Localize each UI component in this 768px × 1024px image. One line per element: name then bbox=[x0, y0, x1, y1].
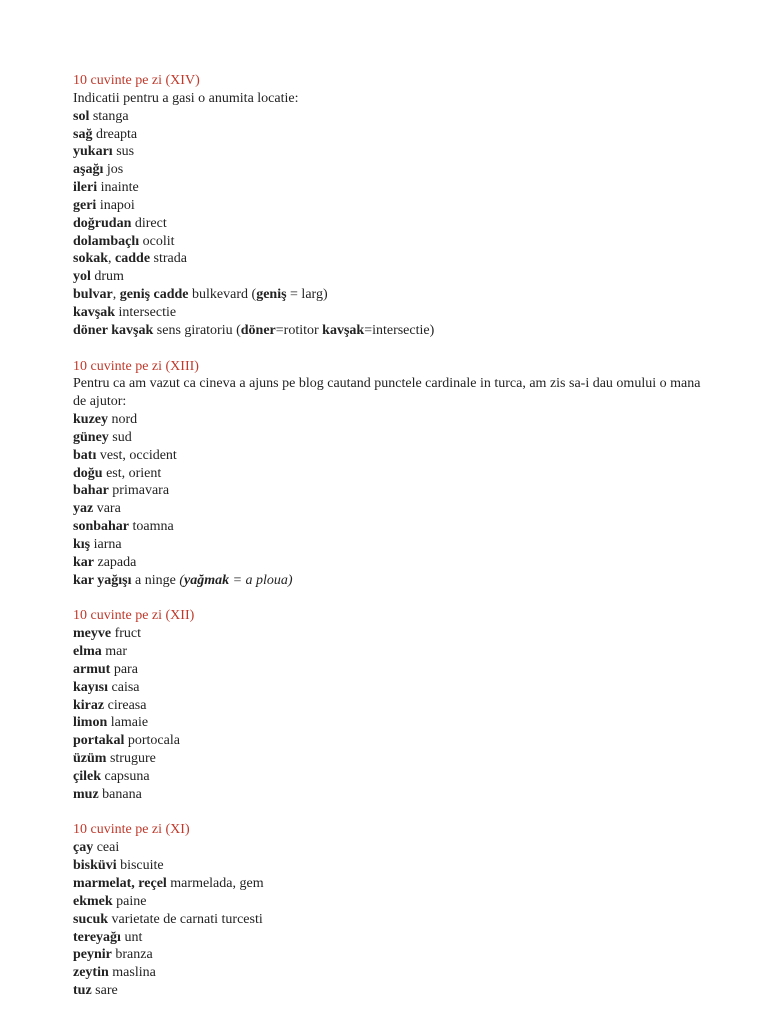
turkish-term: kayısı bbox=[73, 679, 109, 695]
section-heading: 10 cuvinte pe zi (XI) bbox=[73, 822, 190, 838]
romanian-meaning: sud bbox=[112, 429, 132, 445]
romanian-meaning: strada bbox=[153, 251, 187, 267]
turkish-term: kavşak bbox=[73, 304, 116, 320]
section-xii bbox=[73, 607, 713, 803]
vocab-entry bbox=[73, 554, 713, 572]
romanian-meaning: capsuna bbox=[104, 768, 150, 784]
turkish-term: kış bbox=[73, 536, 91, 552]
romanian-meaning: varietate de carnati turcesti bbox=[111, 911, 263, 927]
turkish-term: elma bbox=[73, 644, 102, 659]
romanian-meaning: marmelada, gem bbox=[170, 875, 264, 891]
turkish-term: doğrudan bbox=[73, 215, 132, 231]
romanian-meaning: =intersectie) bbox=[364, 322, 435, 338]
vocab-entry bbox=[73, 714, 713, 732]
vocab-entry bbox=[73, 143, 713, 161]
turkish-term: kuzey bbox=[73, 412, 108, 428]
romanian-meaning: =rotitor bbox=[275, 322, 323, 338]
romanian-meaning: paine bbox=[116, 893, 147, 909]
turkish-term: sağ bbox=[73, 126, 93, 142]
section-intro: Pentru ca am vazut ca cineva a ajuns pe blog cautand punctele cardinale in turca, am zis sa-i dau omului o mana de ajutor: bbox=[73, 376, 701, 410]
turkish-term: yağmak bbox=[183, 572, 230, 588]
turkish-term: kar bbox=[73, 554, 94, 570]
vocab-entry bbox=[73, 946, 713, 964]
turkish-term: döner kavşak bbox=[73, 322, 154, 338]
turkish-term: bulvar bbox=[73, 287, 113, 303]
romanian-meaning: ocolit bbox=[142, 233, 175, 249]
vocab-entry bbox=[73, 429, 713, 447]
section-heading: 10 cuvinte pe zi (XIV) bbox=[73, 73, 200, 88]
turkish-term: portakal bbox=[73, 733, 125, 749]
vocab-entry bbox=[73, 982, 713, 1000]
vocab-entry bbox=[73, 750, 713, 768]
turkish-term: armut bbox=[73, 661, 111, 677]
vocab-entry bbox=[73, 126, 713, 144]
turkish-term: doğu bbox=[73, 465, 103, 481]
turkish-term: üzüm bbox=[73, 751, 107, 767]
romanian-meaning: ceai bbox=[96, 840, 120, 856]
romanian-meaning: intersectie bbox=[118, 304, 177, 320]
romanian-meaning: toamna bbox=[132, 519, 174, 535]
turkish-term: dolambaçlı bbox=[73, 233, 140, 249]
romanian-meaning: banana bbox=[102, 786, 142, 802]
vocab-entry bbox=[73, 625, 713, 643]
turkish-term: geri bbox=[73, 197, 97, 213]
vocab-entry bbox=[73, 857, 713, 875]
vocab-entry bbox=[73, 465, 713, 483]
romanian-meaning: vara bbox=[96, 501, 121, 517]
turkish-term: kiraz bbox=[73, 697, 105, 713]
vocab-entry bbox=[73, 929, 713, 947]
vocab-entry bbox=[73, 697, 713, 715]
vocab-entry bbox=[73, 839, 713, 857]
romanian-meaning: bulkevard ( bbox=[192, 287, 257, 303]
romanian-meaning: drum bbox=[94, 269, 124, 285]
romanian-meaning: cireasa bbox=[107, 697, 147, 713]
turkish-term: bahar bbox=[73, 483, 109, 499]
romanian-meaning: a ninge bbox=[134, 572, 180, 588]
vocab-entry bbox=[73, 179, 713, 197]
vocab-entry bbox=[73, 108, 713, 126]
romanian-meaning: sare bbox=[95, 983, 118, 999]
turkish-term: yol bbox=[73, 269, 91, 285]
romanian-meaning: biscuite bbox=[120, 858, 164, 874]
vocab-entry bbox=[73, 215, 713, 233]
romanian-meaning: lamaie bbox=[110, 715, 149, 731]
romanian-meaning: jos bbox=[106, 162, 124, 178]
vocab-entry bbox=[73, 679, 713, 697]
romanian-meaning: stanga bbox=[92, 108, 129, 124]
turkish-term: cadde bbox=[115, 251, 151, 267]
vocab-entry bbox=[73, 875, 713, 893]
vocab-entry bbox=[73, 482, 713, 500]
turkish-term: çay bbox=[73, 840, 94, 856]
italic-note bbox=[179, 573, 292, 588]
turkish-term: ekmek bbox=[73, 893, 113, 909]
romanian-meaning: dreapta bbox=[95, 126, 138, 142]
vocab-entry bbox=[73, 500, 713, 518]
vocab-entry bbox=[73, 768, 713, 786]
vocab-entry bbox=[73, 197, 713, 215]
vocab-entry bbox=[73, 411, 713, 429]
vocab-entry bbox=[73, 786, 713, 804]
vocab-entry bbox=[73, 572, 713, 590]
romanian-meaning: direct bbox=[134, 215, 167, 231]
romanian-meaning: = larg) bbox=[286, 287, 328, 303]
romanian-meaning: inainte bbox=[100, 180, 139, 196]
vocab-entry bbox=[73, 447, 713, 465]
vocab-entry bbox=[73, 964, 713, 982]
vocab-entry bbox=[73, 661, 713, 679]
vocab-entry bbox=[73, 250, 713, 268]
section-xiii bbox=[73, 358, 713, 590]
turkish-term: batı bbox=[73, 447, 97, 463]
romanian-meaning: = a ploua) bbox=[229, 572, 293, 588]
romanian-meaning: fruct bbox=[114, 626, 142, 642]
turkish-term: muz bbox=[73, 786, 99, 802]
turkish-term: sonbahar bbox=[73, 519, 130, 535]
turkish-term: sol bbox=[73, 108, 90, 124]
section-xi bbox=[73, 821, 713, 999]
vocab-entry bbox=[73, 643, 713, 661]
romanian-meaning: branza bbox=[115, 947, 153, 963]
romanian-meaning: est, orient bbox=[106, 465, 162, 481]
document-body bbox=[73, 72, 713, 1018]
romanian-meaning: strugure bbox=[109, 751, 156, 767]
vocab-entry bbox=[73, 911, 713, 929]
romanian-meaning: zapada bbox=[97, 554, 137, 570]
vocab-entry bbox=[73, 161, 713, 179]
romanian-meaning: para bbox=[113, 661, 138, 677]
vocab-entry bbox=[73, 732, 713, 750]
turkish-term: meyve bbox=[73, 626, 112, 642]
romanian-meaning: mar bbox=[105, 644, 128, 659]
section-heading: 10 cuvinte pe zi (XII) bbox=[73, 608, 195, 624]
separator: , bbox=[112, 287, 120, 303]
romanian-meaning: portocala bbox=[127, 733, 180, 749]
romanian-meaning: sus bbox=[116, 144, 135, 160]
section-xiv bbox=[73, 72, 713, 340]
turkish-term: kar yağışı bbox=[73, 572, 132, 588]
turkish-term: yukarı bbox=[73, 144, 113, 160]
turkish-term: geniş cadde bbox=[119, 287, 189, 303]
vocab-entry bbox=[73, 322, 713, 340]
romanian-meaning: unt bbox=[124, 929, 143, 945]
turkish-term: kavşak bbox=[322, 322, 365, 338]
romanian-meaning: caisa bbox=[111, 679, 140, 695]
romanian-meaning: inapoi bbox=[99, 197, 135, 213]
separator: , bbox=[108, 251, 116, 267]
turkish-term: bisküvi bbox=[73, 858, 117, 874]
turkish-term: peynir bbox=[73, 947, 112, 963]
turkish-term: aşağı bbox=[73, 162, 104, 178]
section-intro: Indicatii pentru a gasi o anumita locatie: bbox=[73, 90, 299, 106]
paren: ( bbox=[179, 572, 184, 588]
turkish-term: sucuk bbox=[73, 911, 109, 927]
romanian-meaning: sens giratoriu ( bbox=[156, 322, 241, 338]
turkish-term: yaz bbox=[73, 501, 94, 517]
turkish-term: sokak bbox=[73, 251, 109, 267]
turkish-term: tereyağı bbox=[73, 929, 121, 945]
vocab-entry bbox=[73, 536, 713, 554]
section-heading: 10 cuvinte pe zi (XIII) bbox=[73, 358, 199, 374]
romanian-meaning: vest, occident bbox=[99, 447, 177, 463]
turkish-term: çilek bbox=[73, 768, 101, 784]
vocab-entry bbox=[73, 518, 713, 536]
turkish-term: güney bbox=[73, 429, 109, 445]
romanian-meaning: nord bbox=[111, 412, 138, 428]
vocab-entry bbox=[73, 893, 713, 911]
turkish-term: geniş bbox=[256, 287, 287, 303]
turkish-term: döner bbox=[240, 322, 276, 338]
vocab-entry bbox=[73, 304, 713, 322]
turkish-term: ileri bbox=[73, 180, 98, 196]
turkish-term: limon bbox=[73, 715, 108, 731]
romanian-meaning: iarna bbox=[93, 536, 122, 552]
turkish-term: marmelat, reçel bbox=[73, 875, 167, 891]
vocab-entry bbox=[73, 268, 713, 286]
romanian-meaning: primavara bbox=[112, 483, 170, 499]
vocab-entry bbox=[73, 286, 713, 304]
vocab-entry bbox=[73, 233, 713, 251]
romanian-meaning: maslina bbox=[112, 965, 156, 981]
turkish-term: zeytin bbox=[73, 965, 109, 981]
turkish-term: tuz bbox=[73, 983, 92, 999]
